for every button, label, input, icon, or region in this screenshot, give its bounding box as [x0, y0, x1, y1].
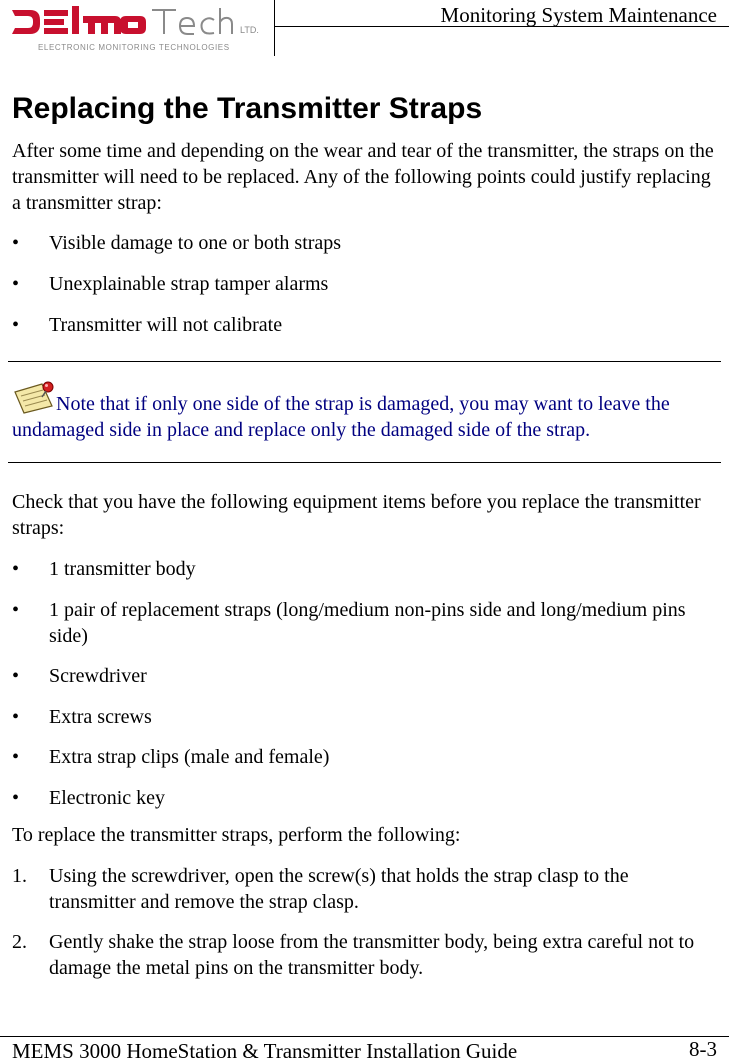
section-title: Monitoring System Maintenance	[440, 3, 717, 27]
bullet-icon: •	[12, 665, 20, 687]
list-item-text: Visible damage to one or both straps	[49, 232, 342, 254]
page-number: 8-3	[689, 1037, 717, 1061]
note-bottom-rule	[8, 462, 721, 463]
step-text: Using the screwdriver, open the screw(s) that holds the strap clasp to the transmitter and remove the strap clasp.	[49, 865, 629, 913]
bullet-icon: •	[12, 232, 20, 254]
step-number: 1.	[12, 865, 27, 887]
intro-paragraph: After some time and depending on the wear and tear of the transmitter, the straps on the transmitter will need to be replaced. Any of the following points could justify replacing a transmitter strap:	[12, 140, 714, 214]
elmotech-logo	[8, 4, 266, 56]
logo-suffix: LTD.	[240, 25, 259, 35]
list-item-text: Extra strap clips (male and female)	[49, 746, 330, 768]
list-item-text: Extra screws	[49, 706, 152, 728]
list-item-text: Unexplainable strap tamper alarms	[49, 273, 329, 295]
note-pad-pin-icon	[12, 380, 56, 414]
bullet-icon: •	[12, 314, 20, 336]
list-item-text: Transmitter will not calibrate	[49, 314, 283, 336]
bullet-icon: •	[12, 746, 20, 768]
note-box	[12, 380, 717, 443]
list-item-text: 1 transmitter body	[49, 558, 196, 580]
bullet-icon: •	[12, 706, 20, 728]
bullet-icon: •	[12, 273, 20, 295]
bullet-icon: •	[12, 599, 20, 621]
steps-intro: To replace the transmitter straps, perform the following:	[12, 824, 461, 846]
footer-doc-title: MEMS 3000 HomeStation & Transmitter Installation Guide	[12, 1039, 518, 1063]
step-number: 2.	[12, 931, 27, 953]
step-text: Gently shake the strap loose from the transmitter body, being extra careful not to damage the metal pins on the transmitter body.	[49, 931, 695, 979]
note-text: Note that if only one side of the strap is damaged, you may want to leave the undamaged side in place and replace only the damaged side of the strap.	[12, 393, 670, 441]
header-divider-vertical	[274, 0, 275, 56]
footer-rule	[0, 1036, 729, 1037]
note-top-rule	[8, 361, 721, 362]
page-header	[0, 0, 729, 60]
bullet-icon: •	[12, 787, 20, 809]
list-item-text: 1 pair of replacement straps (long/medium non-pins side and long/medium pins side)	[49, 599, 686, 647]
logo-tagline: ELECTRONIC MONITORING TECHNOLOGIES	[38, 43, 230, 52]
page-title: Replacing the Transmitter Straps	[12, 92, 483, 125]
bullet-icon: •	[12, 558, 20, 580]
equipment-intro: Check that you have the following equipment items before you replace the transmitter straps:	[12, 491, 701, 539]
list-item-text: Electronic key	[49, 787, 166, 809]
list-item-text: Screwdriver	[49, 665, 147, 687]
